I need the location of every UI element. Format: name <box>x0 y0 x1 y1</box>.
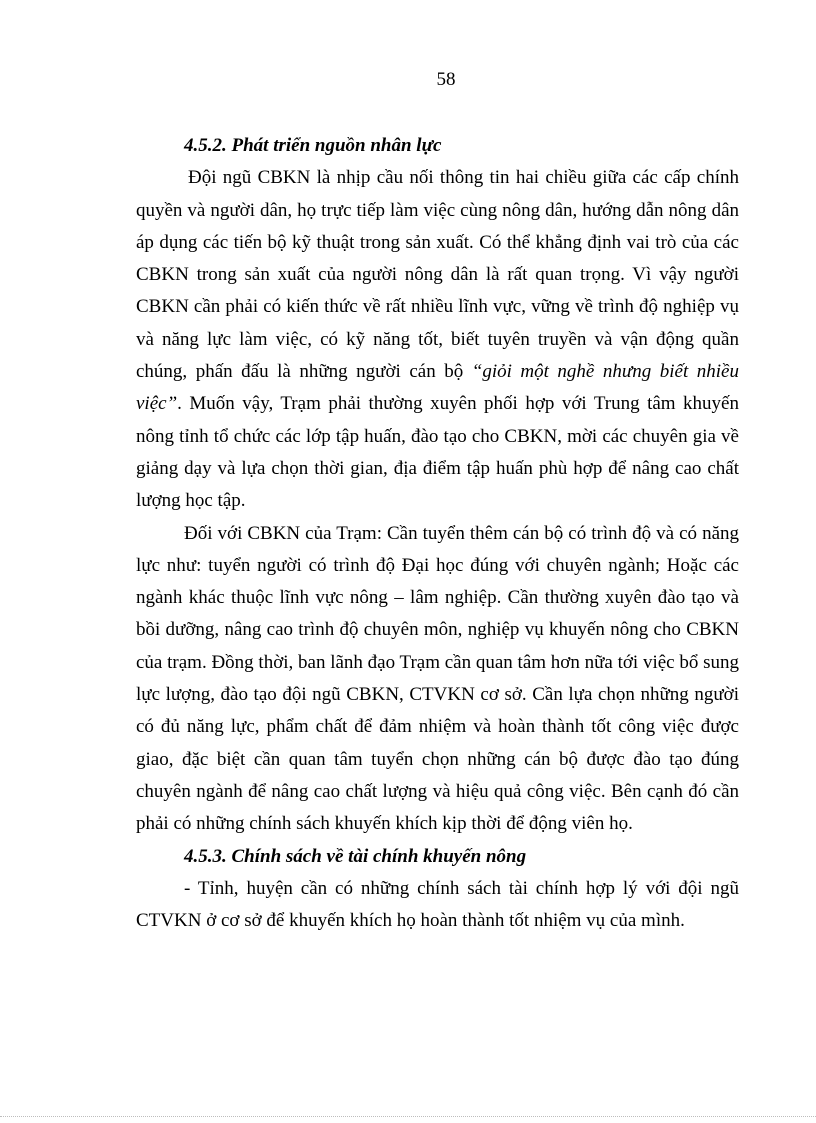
paragraph-financial-policy: - Tỉnh, huyện cần có những chính sách tài chính hợp lý với đội ngũ CTVKN ở cơ sở để khuyến khích họ hoàn thành tốt nhiệm vụ của mình. <box>136 877 739 932</box>
paragraph-text-before-quote: Đội ngũ CBKN là nhịp cầu nối thông tin hai chiều giữa các cấp chính quyền và người dân, họ trực tiếp làm việc cùng nông dân, hướng dẫn nông dân áp dụng các tiến bộ kỹ thuật trong sản xuất. Có thể khẳng định vai trò của các CBKN trong sản xuất của người nông dân là rất quan trọng. Vì vậy người CBKN cần phải có kiến thức về rất nhiều lĩnh vực, vững về trình độ nghiệp vụ và năng lực làm việc, có kỹ năng tốt, biết tuyên truyền và vận động quần chúng, phấn đấu là những người cán bộ <box>136 167 739 383</box>
page-bottom-rule <box>0 1116 816 1117</box>
section-heading-4-5-3: 4.5.3. Chính sách về tài chính khuyến nông <box>184 845 527 867</box>
paragraph-text-after-quote: . Muốn vậy, Trạm phải thường xuyên phối hợp với Trung tâm khuyến nông tỉnh tổ chức các lớp tập huấn, đào tạo cho CBKN, mời các chuyên gia về giảng dạy và lựa chọn thời gian, địa điểm tập huấn phù hợp để nâng cao chất lượng học tập. <box>136 393 739 512</box>
paragraph-workforce-role <box>136 162 739 517</box>
section-heading-4-5-2: 4.5.2. Phát triển nguồn nhân lực <box>184 135 442 156</box>
italic-quote: “giỏi một nghề nhưng biết nhiều việc” <box>136 361 739 415</box>
paragraph-station-staff: Đối với CBKN của Trạm: Cần tuyển thêm cán bộ có trình độ và có năng lực như: tuyển người có trình độ Đại học đúng với chuyên ngành; Hoặc các ngành khác thuộc lĩnh vực nông – lâm nghiệp. Cần thường xuyên đào tạo và bồi dưỡng, nâng cao trình độ chuyên môn, nghiệp vụ khuyến nông cho CBKN của trạm. Đồng thời, ban lãnh đạo Trạm cần quan tâm hơn nữa tới việc bổ sung lực lượng, đào tạo đội ngũ CBKN, CTVKN cơ sở. Cần lựa chọn những người có đủ năng lực, phẩm chất để đảm nhiệm và hoàn thành tốt công việc được giao, đặc biệt cần quan tâm tuyển chọn những cán bộ được đào tạo đúng chuyên ngành để nâng cao chất lượng và hiệu quả công việc. Bên cạnh đó cần phải có những chính sách khuyến khích kịp thời để động viên họ. <box>136 522 739 835</box>
document-body <box>136 130 739 937</box>
page-number: 58 <box>436 69 456 90</box>
